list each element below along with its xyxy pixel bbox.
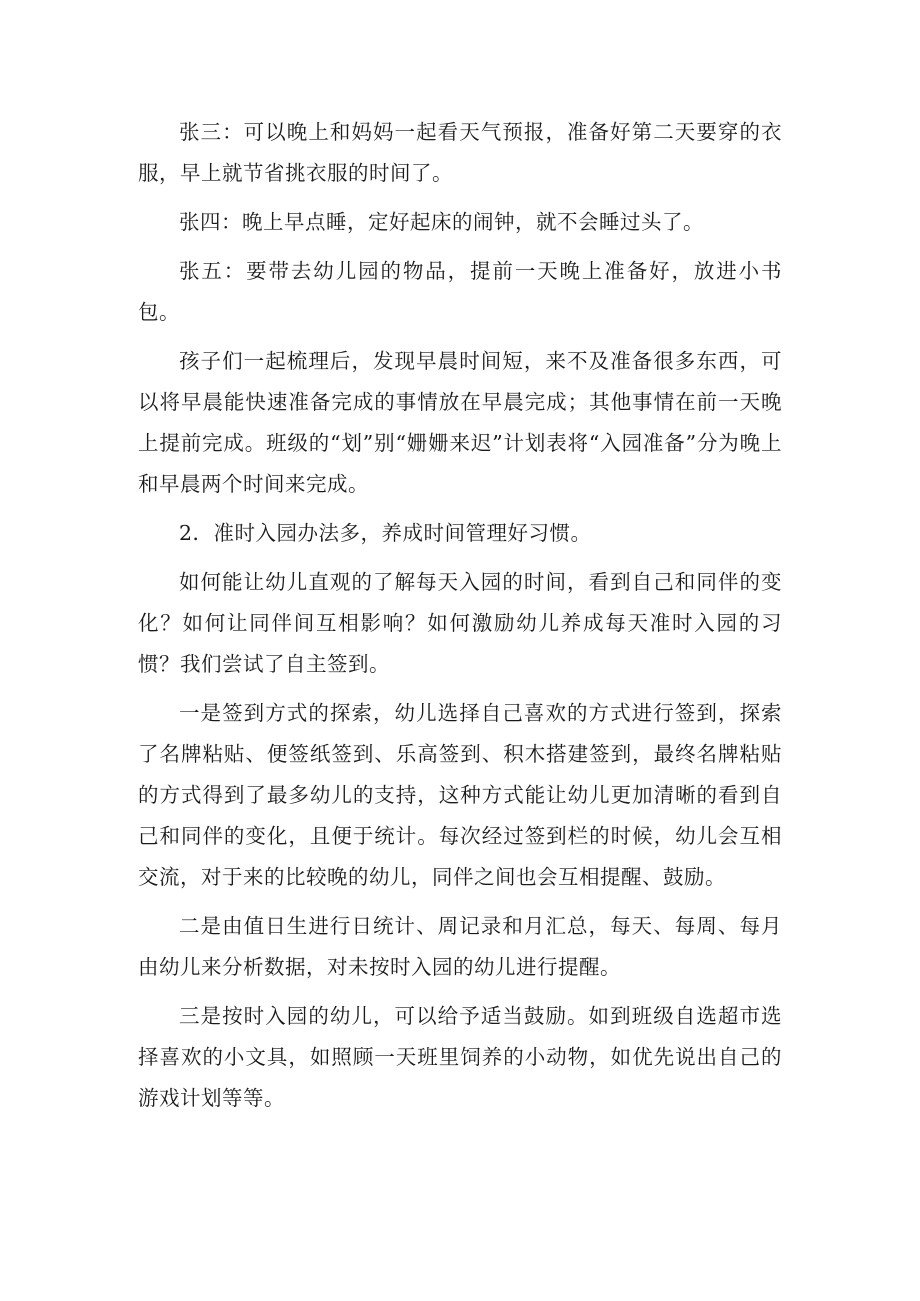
paragraph-point-three: 三是按时入园的幼儿，可以给予适当鼓励。如到班级自选超市选择喜欢的小文具，如照顾一天班里饲养的小动物，如优先说出自己的游戏计划等等。 [138,1004,782,1110]
paragraph-point-two: 二是由值日生进行日统计、周记录和月汇总，每天、每周、每月由幼儿来分析数据，对未按时入园的幼儿进行提醒。 [138,914,782,979]
paragraph-zhangsi: 张四：晚上早点睡，定好起床的闹钟，就不会睡过头了。 [179,210,704,234]
paragraph-summary: 孩子们一起梳理后，发现早晨时间短，来不及准备很多东西，可以将早晨能快速准备完成的事情放在早晨完成；其他事情在前一天晚上提前完成。班级的“划”别“姗姗来迟”计划表将“入园准备”分为晚上和早晨两个时间来完成。 [138,349,782,496]
paragraph-zhangsan: 张三：可以晚上和妈妈一起看天气预报，准备好第二天要穿的衣服，早上就节省挑衣服的时间了。 [138,120,782,185]
paragraph-point-one: 一是签到方式的探索，幼儿选择自己喜欢的方式进行签到，探索了名牌粘贴、便签纸签到、乐高签到、积木搭建签到，最终名牌粘贴的方式得到了最多幼儿的支持，这种方式能让幼儿更加清晰的看到自己和同伴的变化，且便于统计。每次经过签到栏的时候，幼儿会互相交流，对于来的比较晚的幼儿，同伴之间也会互相提醒、鼓励。 [138,701,782,889]
paragraph-zhangwu: 张五：要带去幼儿园的物品，提前一天晚上准备好，放进小书包。 [138,259,782,324]
paragraph-questions: 如何能让幼儿直观的了解每天入园的时间，看到自己和同伴的变化？如何让同伴间互相影响？如何激励幼儿养成每天准时入园的习惯？我们尝试了自主签到。 [138,570,782,676]
section-heading-2: 2．准时入园办法多，养成时间管理好习惯。 [179,521,592,545]
document-page [138,112,782,1119]
